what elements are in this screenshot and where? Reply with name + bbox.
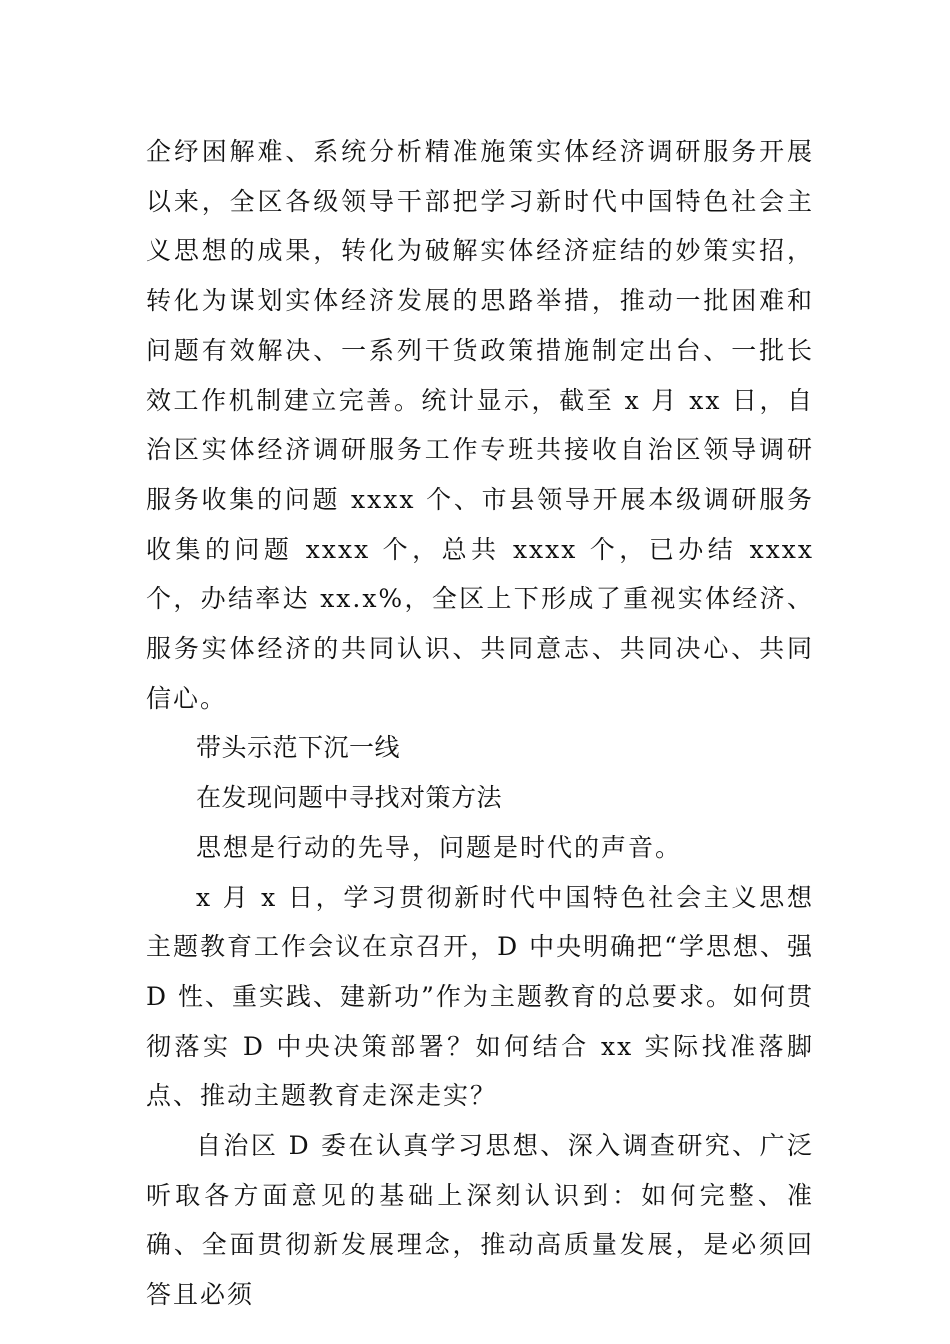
paragraph-thought: 思想是行动的先导，问题是时代的声音。	[196, 832, 683, 862]
document-body	[146, 127, 814, 1320]
paragraph-meeting: x 月 x 日，学习贯彻新时代中国特色社会主义思想主题教育工作会议在京召开，D 中央明确把“学思想、强 D 性、重实践、建新功”作为主题教育的总要求。如何贯彻落实 D 中央决策部署？如何结合 xx 实际找准落脚点、推动主题教育走深走实？	[146, 882, 814, 1111]
paragraph-continuation: 企纾困解难、系统分析精准施策实体经济调研服务开展以来，全区各级领导干部把学习新时代中国特色社会主义思想的成果，转化为破解实体经济症结的妙策实招，转化为谋划实体经济发展的思路举措，推动一批困难和问题有效解决、一系列干货政策措施制定出台、一批长效工作机制建立完善。统计显示，截至 x 月 xx 日，自治区实体经济调研服务工作专班共接收自治区领导调研服务收集的问题 xxxx 个、市县领导开展本级调研服务收集的问题 xxxx 个，总共 xxxx 个，已办结 xxxx 个，办结率达 xx.x%，全区上下形成了重视实体经济、服务实体经济的共同认识、共同意志、共同决心、共同信心。	[146, 137, 814, 713]
section-heading-2: 在发现问题中寻找对策方法	[196, 783, 503, 813]
section-heading-1: 带头示范下沉一线	[196, 733, 401, 763]
paragraph-committee: 自治区 D 委在认真学习思想、深入调查研究、广泛听取各方面意见的基础上深刻认识到：如何完整、准确、全面贯彻新发展理念，推动高质量发展，是必须回答且必须	[146, 1131, 814, 1310]
